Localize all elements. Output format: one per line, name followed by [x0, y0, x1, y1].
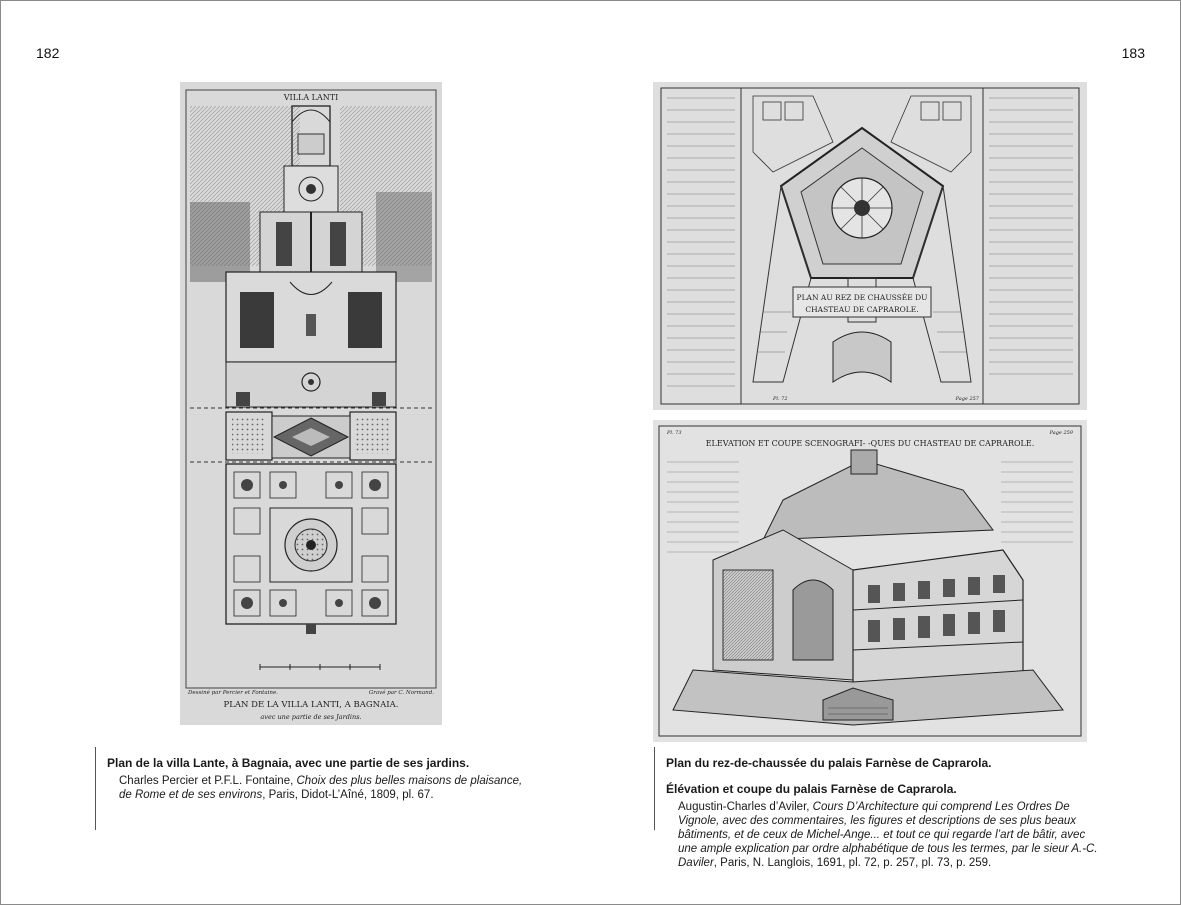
villa-credit-right: Gravé par C. Normand. — [368, 690, 434, 696]
page-number-right: 183 — [1121, 45, 1145, 61]
caption-left-source — [107, 774, 527, 802]
caption-right — [654, 747, 1106, 869]
caption-right-imprint: , Paris, N. Langlois, 1691, pl. 72, p. 257, pl. 73, p. 259. — [713, 857, 992, 869]
caprarola-elevation-drawing — [653, 420, 1087, 742]
caption-left-author: Charles Percier et P.F.L. Fontaine, — [119, 775, 297, 787]
caption-right-title-elevation: Élévation et coupe du palais Farnèse de Caprarola. — [666, 782, 957, 796]
plan-page-ref: Page 257 — [955, 396, 979, 402]
caprarola-plan-engraving — [653, 82, 1087, 410]
caption-right-title-plan: Plan du rez-de-chaussée du palais Farnèse de Caprarola. — [666, 756, 992, 770]
page-number-left: 182 — [36, 45, 60, 61]
elevation-plate-title: ELEVATION ET COUPE SCENOGRAFI- -QUES DU CHASTEAU DE CAPRAROLE. — [705, 439, 1035, 448]
caption-left-work: Choix des plus belles maisons de plaisance, de Rome et de ses environs — [119, 775, 523, 801]
elevation-page-ref: Page 259 — [1049, 430, 1073, 436]
caption-right-work: Cours D’Architecture qui comprend Les Ordres De Vignole, avec des commentaires, les figures et descriptions de ses plus beaux bâtiments, et de ceux de Michel-Ange... et tout ce qui regarde l’art de bâtir, avec une ample explication par ordre alphabétique de tous les termes, par le sieur A.-C. Daviler — [678, 801, 1098, 869]
caption-left-title: Plan de la villa Lante, à Bagnaia, avec une partie de ses jardins. — [107, 756, 470, 770]
villa-lante-drawing — [180, 82, 442, 725]
plan-plate-title-line2: CHASTEAU DE CAPRAROLE. — [805, 305, 919, 314]
villa-credit-left: Dessiné par Percier et Fontaine. — [188, 690, 278, 696]
villa-plate-title: VILLA LANTI — [283, 93, 339, 102]
caption-left-imprint: , Paris, Didot-L’Aîné, 1809, pl. 67. — [262, 789, 434, 801]
caption-right-author: Augustin-Charles d’Aviler, — [678, 801, 813, 813]
villa-lante-plan-engraving — [180, 82, 442, 725]
caprarola-elevation-engraving — [653, 420, 1087, 742]
plan-plate-title-line1: PLAN AU REZ DE CHAUSSÉE DU — [796, 293, 928, 302]
plan-plate-ref: Pl. 72 — [773, 396, 788, 402]
villa-plate-caption: PLAN DE LA VILLA LANTI, A BAGNAIA. — [223, 700, 399, 710]
elevation-plate-ref: Pl. 73 — [667, 430, 682, 436]
caprarola-plan-drawing — [653, 82, 1087, 410]
caption-left — [95, 747, 527, 830]
villa-plate-subcaption: avec une partie de ses Jardins. — [260, 713, 362, 721]
caption-right-source — [666, 800, 1106, 870]
